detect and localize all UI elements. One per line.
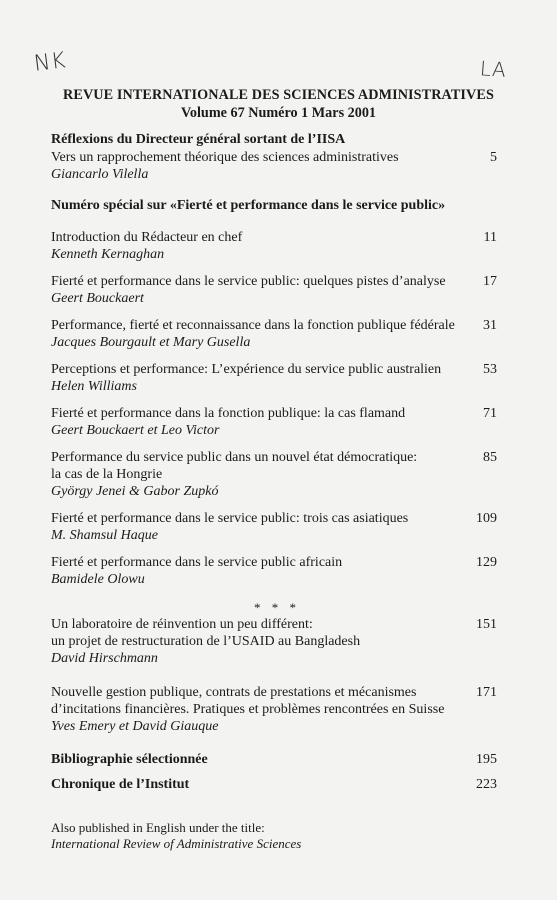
entry-author: György Jenei & Gabor Zupkó xyxy=(51,484,219,499)
entry-page: 53 xyxy=(483,362,497,377)
issue-info: Volume 67 Numéro 1 Mars 2001 xyxy=(180,105,377,121)
publication-note-line: Also published in English under the title: xyxy=(51,820,265,835)
toc-entry-emery xyxy=(51,684,503,735)
toc-entry-bouckaert xyxy=(51,273,503,307)
table-of-contents xyxy=(51,131,503,793)
toc-entry-williams xyxy=(51,361,503,395)
section-separator: * * * xyxy=(254,600,300,615)
entry-title: Fierté et performance dans le service public africain xyxy=(51,555,343,570)
entry-author: Jacques Bourgault et Mary Gusella xyxy=(51,335,251,350)
entry-page: 5 xyxy=(490,150,497,165)
entry-title-continued: la cas de la Hongrie xyxy=(51,467,163,482)
publication-note xyxy=(51,820,301,852)
toc-entry-chronicle xyxy=(51,776,503,793)
entry-author: Bamidele Olowu xyxy=(51,572,145,587)
toc-entry-jenei xyxy=(51,449,503,500)
entry-title: Chronique de l’Institut xyxy=(51,777,190,792)
entry-title: Performance du service public dans un nouvel état démocratique: xyxy=(51,450,418,465)
entry-author: Helen Williams xyxy=(51,379,137,394)
handwritten-note-right: LA xyxy=(479,56,508,82)
entry-page: 11 xyxy=(483,230,497,245)
entry-title: Fierté et performance dans le service public: quelques pistes d’analyse xyxy=(51,274,446,289)
toc-entry-vilella xyxy=(51,149,503,183)
journal-title: REVUE INTERNATIONALE DES SCIENCES ADMINISTRATIVES xyxy=(63,87,494,103)
entry-title: Perceptions et performance: L’expérience du service public australien xyxy=(51,362,442,377)
entry-title-continued: un projet de restructuration de l’USAID au Bangladesh xyxy=(51,634,361,649)
entry-page: 71 xyxy=(483,406,497,421)
entry-page: 85 xyxy=(483,450,497,465)
entry-author: Yves Emery et David Giauque xyxy=(51,719,219,734)
entry-author: Kenneth Kernaghan xyxy=(51,247,165,262)
entry-title: Nouvelle gestion publique, contrats de prestations et mécanismes xyxy=(51,685,417,700)
entry-title: Performance, fierté et reconnaissance dans la fonction publique fédérale xyxy=(51,318,455,333)
entry-page: 223 xyxy=(476,777,497,792)
entry-title: Vers un rapprochement théorique des sciences administratives xyxy=(51,150,399,165)
toc-entry-hirschmann xyxy=(51,616,503,667)
entry-author: M. Shamsul Haque xyxy=(51,528,158,543)
toc-entry-bouckaert-victor xyxy=(51,405,503,439)
entry-title: Un laboratoire de réinvention un peu différent: xyxy=(51,617,313,632)
entry-page: 151 xyxy=(476,617,497,632)
entry-page: 129 xyxy=(476,555,497,570)
entry-author: David Hirschmann xyxy=(51,651,158,666)
entry-page: 109 xyxy=(476,511,497,526)
entry-title: Fierté et performance dans la fonction publique: la cas flamand xyxy=(51,406,406,421)
toc-entry-haque xyxy=(51,510,503,544)
entry-author: Giancarlo Vilella xyxy=(51,167,149,182)
entry-title-continued: d’incitations financières. Pratiques et problèmes rencontrées en Suisse xyxy=(51,702,445,717)
toc-entry-bibliography xyxy=(51,751,503,768)
toc-entry-olowu xyxy=(51,554,503,588)
entry-page: 17 xyxy=(483,274,497,289)
toc-entry-bourgault xyxy=(51,317,503,351)
page-header xyxy=(0,86,557,122)
entry-author: Geert Bouckaert et Leo Victor xyxy=(51,423,220,438)
handwritten-note-left: NK xyxy=(32,48,68,77)
toc-entry-kernaghan xyxy=(51,229,503,263)
entry-title: Fierté et performance dans le service public: trois cas asiatiques xyxy=(51,511,409,526)
entry-page: 195 xyxy=(476,752,497,767)
entry-page: 171 xyxy=(476,685,497,700)
entry-title: Introduction du Rédacteur en chef xyxy=(51,230,243,245)
entry-author: Geert Bouckaert xyxy=(51,291,144,306)
english-title: International Review of Administrative Sciences xyxy=(51,836,302,851)
section-heading-special-issue: Numéro spécial sur «Fierté et performance dans le service public» xyxy=(51,198,446,213)
section-heading-reflections: Réflexions du Directeur général sortant de l’IISA xyxy=(51,132,346,147)
entry-title: Bibliographie sélectionnée xyxy=(51,752,208,767)
entry-page: 31 xyxy=(483,318,497,333)
